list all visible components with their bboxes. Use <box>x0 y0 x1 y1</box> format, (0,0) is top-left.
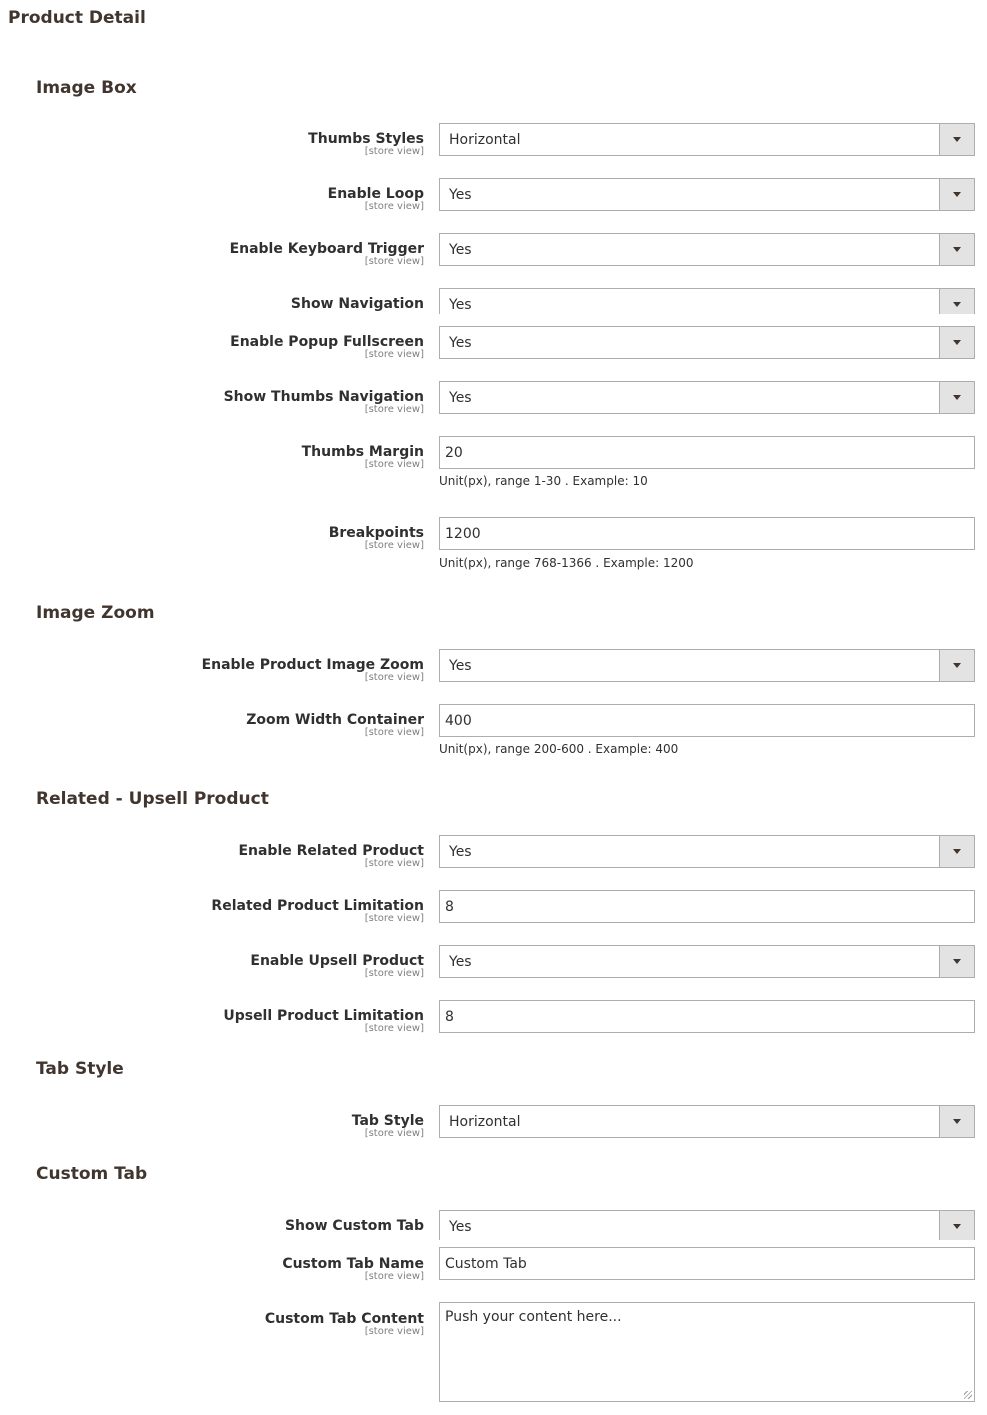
input-value: 1200 <box>445 526 481 542</box>
label-text: Upsell Product Limitation <box>223 1008 424 1024</box>
label-text: Enable Product Image Zoom <box>201 657 424 673</box>
input-value: Custom Tab <box>445 1256 527 1272</box>
input-value: 400 <box>445 713 472 729</box>
chevron-down-icon[interactable] <box>939 124 974 155</box>
field-label <box>352 1111 424 1139</box>
field-label <box>265 1309 424 1337</box>
scope-text: [store view] <box>364 404 424 415</box>
textarea-value: Push your content here... <box>445 1309 622 1325</box>
scope-text: [store view] <box>364 913 424 924</box>
label-text: Thumbs Styles <box>308 131 424 147</box>
show-navigation-select[interactable] <box>439 288 975 314</box>
label-text: Tab Style <box>351 1113 424 1129</box>
scope-text: [store view] <box>364 1326 424 1337</box>
field-note: Unit(px), range 768-1366 . Example: 1200 <box>439 556 694 570</box>
enable-popup-fullscreen-select[interactable] <box>439 326 975 359</box>
thumbs-margin-input[interactable] <box>439 436 975 469</box>
enable-related-product-select[interactable] <box>439 835 975 868</box>
field-label <box>328 184 424 212</box>
chevron-down-icon[interactable] <box>939 234 974 265</box>
chevron-down-icon[interactable] <box>939 836 974 867</box>
select-value: Horizontal <box>449 132 521 148</box>
show-custom-tab-select[interactable] <box>439 1210 975 1240</box>
field-label <box>202 655 424 683</box>
field-label <box>238 841 424 869</box>
label-text: Show Navigation <box>290 296 424 312</box>
scope-text: [store view] <box>364 672 424 683</box>
chevron-down-icon[interactable] <box>939 289 974 314</box>
label-text: Breakpoints <box>328 525 424 541</box>
show-thumbs-navigation-select[interactable] <box>439 381 975 414</box>
scope-text: [store view] <box>364 858 424 869</box>
field-label <box>308 129 424 157</box>
section-title-custom-tab: Custom Tab <box>36 1164 148 1184</box>
select-value: Yes <box>449 187 472 203</box>
chevron-down-icon[interactable] <box>939 382 974 413</box>
scope-text: [store view] <box>364 256 424 267</box>
breakpoints-input[interactable] <box>439 517 975 550</box>
label-text: Enable Related Product <box>238 843 424 859</box>
chevron-down-icon[interactable] <box>939 327 974 358</box>
select-value: Yes <box>449 242 472 258</box>
label-text: Enable Loop <box>327 186 424 202</box>
field-note: Unit(px), range 200-600 . Example: 400 <box>439 742 679 756</box>
field-label <box>211 896 424 924</box>
scope-text: [store view] <box>364 201 424 212</box>
custom-tab-name-input[interactable] <box>439 1247 975 1280</box>
label-text: Related Product Limitation <box>211 898 424 914</box>
scope-text: [store view] <box>364 349 424 360</box>
section-title-related-upsell: Related - Upsell Product <box>36 789 269 809</box>
label-text: Custom Tab Content <box>264 1311 424 1327</box>
field-label <box>223 1006 424 1034</box>
scope-text: [store view] <box>364 146 424 157</box>
input-value: 8 <box>445 1009 454 1025</box>
label-text: Show Custom Tab <box>284 1218 424 1234</box>
label-text: Show Thumbs Navigation <box>223 389 424 405</box>
enable-product-image-zoom-select[interactable] <box>439 649 975 682</box>
field-label <box>230 239 424 267</box>
label-text: Enable Upsell Product <box>250 953 424 969</box>
field-label <box>246 710 424 738</box>
scope-text: [store view] <box>364 1023 424 1034</box>
chevron-down-icon[interactable] <box>939 650 974 681</box>
field-label <box>282 1254 424 1282</box>
chevron-down-icon[interactable] <box>939 1106 974 1137</box>
field-label <box>285 1216 424 1236</box>
scope-text: [store view] <box>364 459 424 470</box>
field-label <box>230 332 424 360</box>
field-label <box>224 387 424 415</box>
chevron-down-icon[interactable] <box>939 1211 974 1240</box>
page-title: Product Detail <box>8 8 146 28</box>
select-value: Yes <box>449 658 472 674</box>
field-note: Unit(px), range 1-30 . Example: 10 <box>439 474 648 488</box>
chevron-down-icon[interactable] <box>939 179 974 210</box>
thumbs-styles-select[interactable] <box>439 123 975 156</box>
scope-text: [store view] <box>364 1271 424 1282</box>
select-value: Yes <box>449 297 472 313</box>
section-title-image-box: Image Box <box>36 78 137 98</box>
field-label <box>329 523 424 551</box>
custom-tab-content-textarea[interactable] <box>439 1302 975 1402</box>
enable-keyboard-trigger-select[interactable] <box>439 233 975 266</box>
label-text: Enable Keyboard Trigger <box>229 241 424 257</box>
label-text: Thumbs Margin <box>301 444 424 460</box>
upsell-product-limitation-input[interactable] <box>439 1000 975 1033</box>
field-label <box>250 951 424 979</box>
enable-upsell-product-select[interactable] <box>439 945 975 978</box>
field-label <box>291 294 424 314</box>
select-value: Yes <box>449 1219 472 1235</box>
select-value: Yes <box>449 390 472 406</box>
select-value: Yes <box>449 844 472 860</box>
input-value: 8 <box>445 899 454 915</box>
label-text: Zoom Width Container <box>246 712 424 728</box>
label-text: Enable Popup Fullscreen <box>230 334 424 350</box>
select-value: Yes <box>449 335 472 351</box>
tab-style-select[interactable] <box>439 1105 975 1138</box>
section-title-tab-style: Tab Style <box>36 1059 124 1079</box>
select-value: Horizontal <box>449 1114 521 1130</box>
enable-loop-select[interactable] <box>439 178 975 211</box>
scope-text: [store view] <box>364 1128 424 1139</box>
resize-handle-icon[interactable] <box>964 1391 972 1399</box>
zoom-width-container-input[interactable] <box>439 704 975 737</box>
select-value: Yes <box>449 954 472 970</box>
label-text: Custom Tab Name <box>282 1256 424 1272</box>
input-value: 20 <box>445 445 463 461</box>
scope-text: [store view] <box>364 540 424 551</box>
field-label <box>302 442 424 470</box>
scope-text: [store view] <box>364 727 424 738</box>
scope-text: [store view] <box>364 968 424 979</box>
section-title-image-zoom: Image Zoom <box>36 603 155 623</box>
related-product-limitation-input[interactable] <box>439 890 975 923</box>
chevron-down-icon[interactable] <box>939 946 974 977</box>
